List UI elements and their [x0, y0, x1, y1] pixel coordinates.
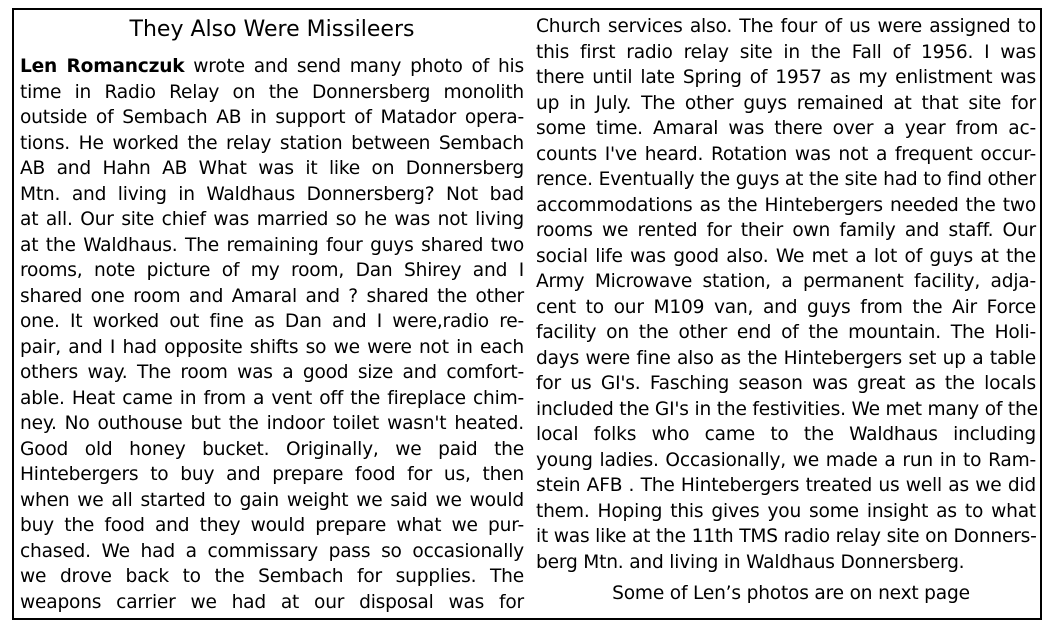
- article-left-line-18: buy the food and they would prepare what we pur-: [20, 515, 524, 536]
- article-left-line-7: at the Waldhaus. The remaining four guys shared two: [20, 234, 524, 256]
- article-left-line-10: one. It worked out fine as Dan and I were,radio re-: [20, 311, 524, 332]
- article-left-line-5: Mtn. and living in Waldhaus Donnersberg? Not bad: [20, 183, 524, 205]
- article-left-line-4: AB and Hahn AB What was it like on Donnersberg: [20, 158, 524, 179]
- article-left-line-2: outside of Sembach AB in support of Matador opera-: [20, 107, 524, 128]
- article-right-line-12: facility on the other end of the mountain. The Holi-: [536, 322, 1036, 343]
- article-right-line-1: this first radio relay site in the Fall of 1956. I was: [536, 41, 1036, 63]
- article-left-line-8: rooms, note picture of my room, Dan Shirey and I: [20, 260, 524, 281]
- article-left-line-6: at all. Our site chief was married so he was not living: [20, 209, 524, 230]
- article-right-line-0: Church services also. The four of us were assigned to: [536, 16, 1036, 37]
- article-right-line-19: them. Hoping this gives you some insight as to what: [536, 500, 1036, 522]
- article-left-line-17: when we all started to gain weight we said we would: [20, 489, 524, 511]
- article-left-line-19: chased. We had a commissary pass so occasionally: [20, 540, 524, 562]
- article-right-line-3: up in July. The other guys remained at that site for: [536, 92, 1036, 114]
- article-left-line-13: able. Heat came in from a vent off the fireplace chim-: [20, 387, 524, 409]
- article-footnote: Some of Len’s photos are on next page: [612, 583, 970, 604]
- article-left-line-14: ney. No outhouse but the indoor toilet wasn't heated.: [20, 413, 524, 434]
- article-first-line-text: wrote and send many photo of his: [184, 56, 524, 77]
- article-right-line-17: young ladies. Occasionally, we made a run in to Ram-: [536, 449, 1036, 471]
- article-right-line-9: social life was good also. We met a lot of guys at the: [536, 245, 1036, 267]
- article-title: They Also Were Missileers: [129, 17, 415, 42]
- article-left-line-11: pair, and I had opposite shifts so we were not in each: [20, 336, 524, 358]
- article-right-line-13: days were fine also as the Hintebergers set up a table: [536, 347, 1036, 369]
- article-left-line-1: time in Radio Relay on the Donnersberg monolith: [20, 81, 524, 103]
- article-right-line-15: included the GI's in the festivities. We met many of the: [536, 398, 1038, 420]
- article-right-line-7: accommodations as the Hintebergers needed the two: [536, 194, 1036, 216]
- article-right-line-4: some time. Amaral was there over a year from ac-: [536, 118, 1036, 139]
- article-left-line-15: Good old honey bucket. Originally, we paid the: [20, 438, 524, 460]
- article-right-line-11: cent to our M109 van, and guys from the Air Force: [536, 296, 1036, 318]
- article-left-line-0: [20, 54, 524, 80]
- article-right-line-8: rooms we rented for their own family and staff. Our: [536, 220, 1036, 241]
- article-left-line-9: shared one room and Amaral and ? shared the other: [20, 285, 524, 307]
- article-right-line-21: berg Mtn. and living in Waldhaus Donnersberg.: [536, 551, 965, 573]
- article-left-line-12: others way. The room was a good size and comfort-: [20, 362, 524, 383]
- article-right-line-14: for us GI's. Fasching season was great as the locals: [536, 373, 1036, 394]
- article-left-column: [20, 14, 524, 615]
- article-right-line-16: local folks who came to the Waldhaus including: [536, 424, 1036, 445]
- article-right-line-10: Army Microwave station, a permanent facility, adja-: [536, 271, 1036, 292]
- article-right-line-6: rence. Eventually the guys at the site had to find other: [536, 169, 1036, 190]
- article-left-line-16: Hintebergers to buy and prepare food for us, then: [20, 464, 524, 485]
- article-author: Len Romanczuk: [20, 56, 185, 77]
- article-right-line-20: it was like at the 11th TMS radio relay site on Donners-: [536, 526, 1037, 547]
- article-left-line-3: tions. He worked the relay station between Sembach: [20, 132, 524, 154]
- article-frame: [12, 8, 1042, 620]
- article-right-line-18: stein AFB . The Hintebergers treated us well as we did: [536, 475, 1036, 496]
- article-left-line-21: weapons carrier we had at our disposal was for: [20, 591, 524, 613]
- article-right-line-5: counts I've heard. Rotation was not a frequent occur-: [536, 143, 1036, 165]
- article-right-column: [536, 14, 1036, 607]
- article-left-line-20: we drove back to the Sembach for supplies. The: [20, 566, 524, 587]
- article-right-line-2: there until late Spring of 1957 as my enlistment was: [536, 67, 1036, 88]
